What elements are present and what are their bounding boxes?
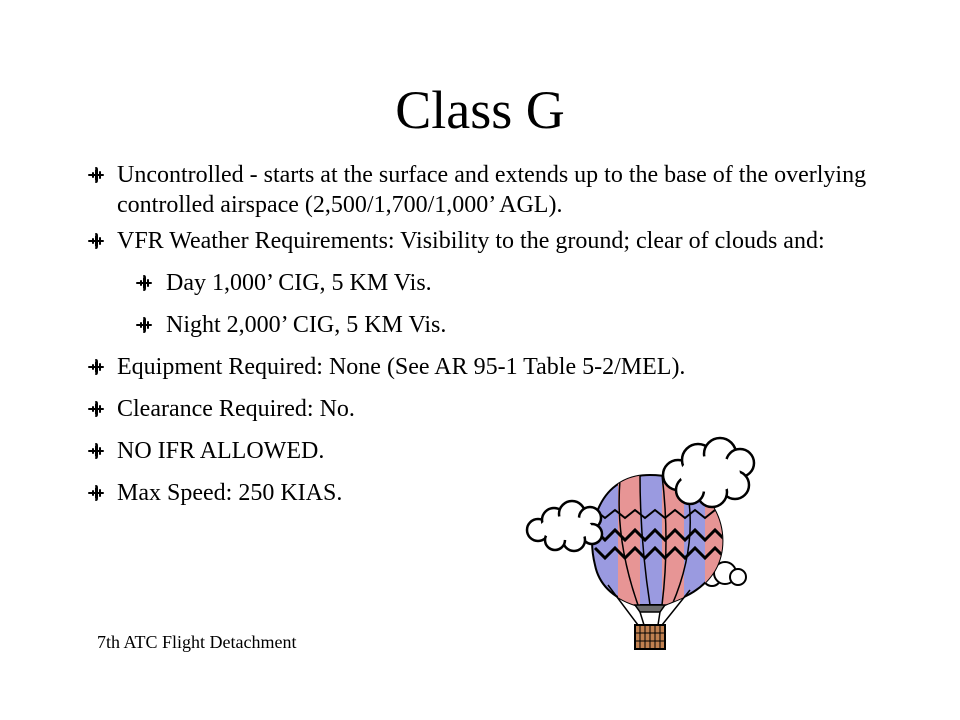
list-item xyxy=(86,160,886,220)
list-item xyxy=(86,226,886,256)
airplane-icon xyxy=(134,315,154,335)
list-item xyxy=(86,352,886,382)
list-item xyxy=(86,478,886,508)
airplane-icon xyxy=(86,441,106,461)
bullet-text: NO IFR ALLOWED. xyxy=(117,438,325,464)
airplane-icon xyxy=(86,231,106,251)
bullet-text: Max Speed: 250 KIAS. xyxy=(117,480,343,506)
bullet-text: Day 1,000’ CIG, 5 KM Vis. xyxy=(166,270,432,296)
bullet-list xyxy=(86,160,886,508)
airplane-icon xyxy=(86,357,106,377)
list-item xyxy=(86,310,886,340)
airplane-icon xyxy=(134,273,154,293)
footer-text: 7th ATC Flight Detachment xyxy=(97,632,297,652)
list-item xyxy=(86,436,886,466)
airplane-icon xyxy=(86,165,106,185)
bullet-text: Clearance Required: No. xyxy=(117,396,355,422)
bullet-text: VFR Weather Requirements: Visibility to the ground; clear of clouds and: xyxy=(117,228,825,254)
list-item xyxy=(86,268,886,298)
slide-title: Class G xyxy=(395,80,565,140)
balloon-basket xyxy=(635,625,665,649)
cloud-icon xyxy=(527,501,602,551)
list-item xyxy=(86,394,886,424)
airplane-icon xyxy=(86,483,106,503)
bullet-text: Night 2,000’ CIG, 5 KM Vis. xyxy=(166,312,447,338)
cloud-icon xyxy=(663,438,754,507)
bullet-text: Equipment Required: None (See AR 95-1 Table 5-2/MEL). xyxy=(117,354,686,380)
hot-air-balloon-illustration xyxy=(500,430,760,670)
bullet-text: Uncontrolled - starts at the surface and extends up to the base of the overlying controlled airspace (2,500/1,700/1,000’ AGL). xyxy=(117,162,867,218)
airplane-icon xyxy=(86,399,106,419)
